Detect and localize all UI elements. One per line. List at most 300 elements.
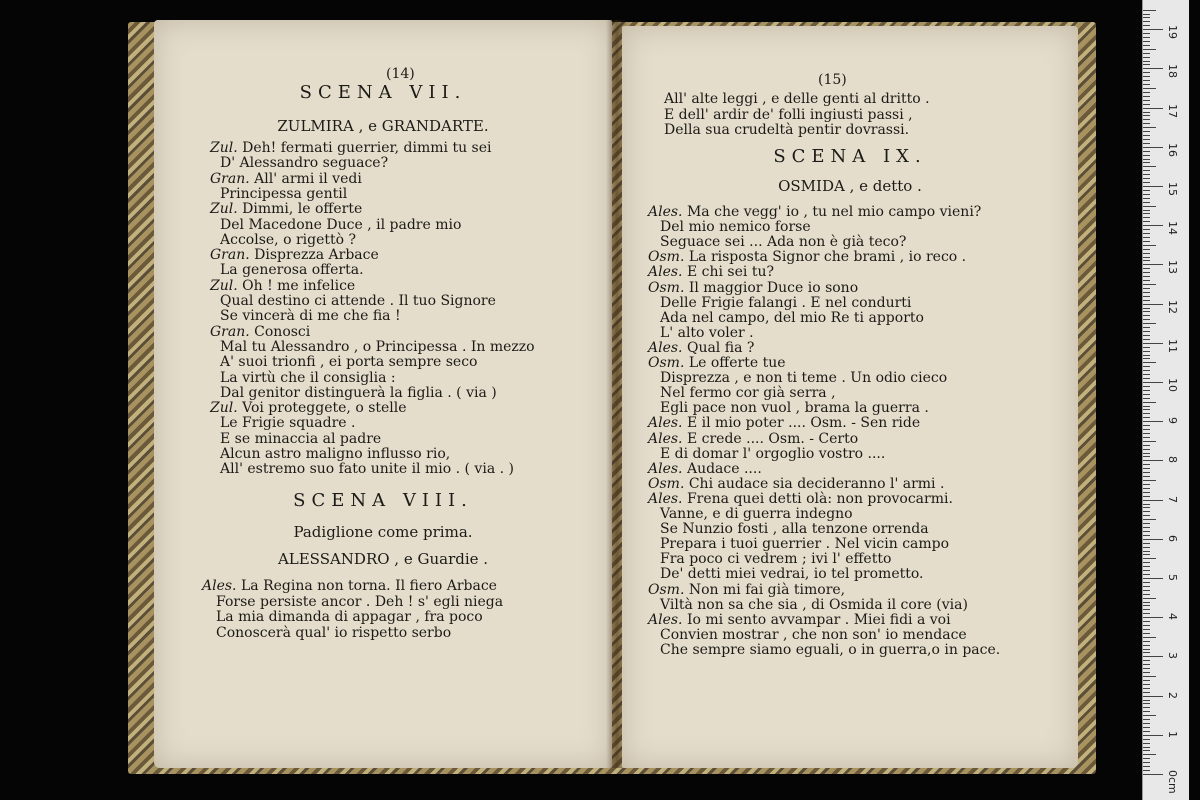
ruler-tick (1143, 433, 1150, 434)
ruler-tick (1143, 41, 1150, 42)
ruler-tick (1143, 398, 1150, 399)
dialogue-line (660, 446, 885, 462)
ruler-tick (1143, 190, 1150, 191)
ruler-number: 0cm (1166, 770, 1179, 794)
ruler-tick (1143, 700, 1150, 701)
ruler-tick (1143, 476, 1150, 477)
speaker-label: Gran. (210, 323, 250, 340)
dialogue-line (220, 308, 401, 324)
speaker-label: Osm. (648, 279, 685, 296)
ruler-tick (1143, 409, 1150, 410)
dialogue-text: Oh ! me infelice (242, 277, 356, 294)
measurement-ruler (1142, 0, 1189, 800)
scene-heading-viii: SCENA VIII. (293, 490, 473, 511)
ruler-tick (1143, 311, 1150, 312)
ruler-tick (1143, 21, 1150, 22)
dialogue-text: E il mio poter .... Osm. - Sen ride (686, 415, 921, 432)
ruler-tick (1143, 754, 1156, 755)
ruler-tick (1143, 358, 1150, 359)
page-number-left: (14) (386, 66, 415, 82)
ruler-tick (1143, 762, 1150, 763)
ruler-tick (1143, 429, 1150, 430)
ruler-tick (1143, 159, 1150, 160)
ruler-tick (1143, 723, 1150, 724)
dialogue-line (648, 355, 786, 371)
ruler-tick (1143, 292, 1150, 293)
ruler-tick (1143, 143, 1150, 144)
dialogue-text: Principessa gentil (220, 185, 348, 202)
dialogue-text: Se vincerà di me che fia ! (220, 308, 401, 325)
dialogue-line (660, 597, 968, 613)
ruler-tick (1143, 715, 1156, 716)
dialogue-text: De' detti miei vedrai, io tel prometto. (660, 566, 924, 583)
ruler-tick (1143, 147, 1163, 148)
ruler-tick (1143, 652, 1150, 653)
dialogue-text: L' alto voler . (660, 324, 754, 341)
ruler-tick (1143, 554, 1150, 555)
ruler-tick (1143, 198, 1150, 199)
ruler-tick (1143, 566, 1150, 567)
dialogue-text: Voi proteggete, o stelle (242, 400, 407, 417)
ruler-tick (1143, 578, 1163, 579)
ruler-tick (1143, 735, 1163, 736)
ruler-tick (1143, 394, 1150, 395)
dialogue-text: Frena quei detti olà: non provocarmi. (686, 490, 953, 507)
ruler-tick (1143, 731, 1150, 732)
ruler-tick (1143, 727, 1150, 728)
ruler-tick (1143, 202, 1150, 203)
dialogue-line (216, 594, 503, 610)
ruler-tick (1143, 633, 1150, 634)
ruler-tick (1143, 139, 1150, 140)
speaker-label: Ales. (648, 460, 683, 477)
dialogue-text: Qual destino ci attende . Il tuo Signore (220, 293, 496, 309)
dialogue-text: Deh! fermati guerrier, dimmi tu sei (242, 140, 492, 156)
ruler-tick (1143, 468, 1150, 469)
ruler-tick (1143, 296, 1150, 297)
dialogue-text: Seguace sei ... Ada non è già teco? (660, 234, 907, 251)
ruler-tick (1143, 668, 1150, 669)
left-page (154, 20, 612, 768)
ruler-tick (1143, 14, 1150, 15)
ruler-number: 5 (1166, 574, 1179, 581)
ruler-tick (1143, 684, 1150, 685)
dialogue-text: Nel fermo cor già serra , (660, 385, 836, 402)
dialogue-text: Viltà non sa che sia , di Osmida il core (via) (660, 596, 968, 613)
ruler-tick (1143, 649, 1150, 650)
dialogue-text: Alcun astro maligno influsso rio, (220, 446, 451, 462)
dialogue-line (660, 219, 811, 235)
ruler-number: 11 (1166, 338, 1179, 353)
ruler-tick (1143, 268, 1150, 269)
ruler-tick (1143, 605, 1150, 606)
ruler-tick (1143, 507, 1150, 508)
ruler-tick (1143, 96, 1150, 97)
dialogue-line (664, 122, 909, 138)
ruler-tick (1143, 33, 1150, 34)
ruler-tick (1143, 327, 1150, 328)
ruler-tick (1143, 711, 1150, 712)
ruler-tick (1143, 641, 1150, 642)
ruler-tick (1143, 72, 1150, 73)
ruler-tick (1143, 245, 1156, 246)
ruler-tick (1143, 558, 1156, 559)
ruler-tick (1143, 758, 1150, 759)
ruler-number: 16 (1166, 142, 1179, 157)
ruler-tick (1143, 750, 1150, 751)
ruler-tick (1143, 613, 1150, 614)
ruler-tick (1143, 119, 1150, 120)
ruler-tick (1143, 551, 1150, 552)
dialogue-line (660, 536, 949, 552)
ruler-tick (1143, 743, 1150, 744)
dialogue-text: Il maggior Duce io sono (688, 279, 859, 296)
dialogue-text: Conosci (254, 323, 311, 340)
dialogue-line (220, 262, 364, 278)
ruler-number: 6 (1166, 534, 1179, 542)
dialogue-text: E crede .... Osm. - Certo (686, 430, 859, 447)
speaker-label: Ales. (648, 204, 683, 220)
dialogue-text: Io mi sento avvampar . Miei fidi a voi (686, 611, 951, 628)
right-page (622, 26, 1078, 768)
dialogue-line (220, 415, 355, 431)
ruler-number: 2 (1166, 691, 1179, 699)
dialogue-line (660, 325, 754, 341)
dialogue-text: Convien mostrar , che non son' io mendace (660, 626, 967, 643)
page-number-right: (15) (818, 72, 847, 88)
ruler-tick (1143, 25, 1150, 26)
ruler-tick (1143, 233, 1150, 234)
ruler-number: 19 (1166, 25, 1179, 40)
ruler-tick (1143, 335, 1150, 336)
dialogue-text: All' alte leggi , e delle genti al dritto . (664, 91, 930, 107)
dialogue-text: Non mi fai già timore, (688, 581, 846, 598)
ruler-tick (1143, 382, 1163, 383)
dialogue-text: Mal tu Alessandro , o Principessa . In mezzo (220, 338, 535, 355)
ruler-tick (1143, 688, 1150, 689)
ruler-tick (1143, 504, 1150, 505)
ruler-tick (1143, 472, 1150, 473)
dialogue-line (220, 155, 388, 171)
dialogue-line (216, 609, 483, 625)
ruler-tick (1143, 590, 1150, 591)
dialogue-line (220, 232, 356, 248)
ruler-tick (1143, 421, 1163, 422)
ruler-tick (1143, 445, 1150, 446)
scene-characters-viii: ALESSANDRO , e Guardie . (277, 550, 489, 568)
dialogue-line (648, 476, 944, 492)
ruler-tick (1143, 378, 1150, 379)
ruler-tick (1143, 519, 1156, 520)
ruler-tick (1143, 162, 1150, 163)
ruler-tick (1143, 531, 1150, 532)
ruler-tick (1143, 194, 1150, 195)
ruler-tick (1143, 543, 1150, 544)
ruler-tick (1143, 594, 1150, 595)
speaker-label: Zul. (210, 400, 238, 417)
ruler-tick (1143, 170, 1150, 171)
speaker-label: Ales. (648, 430, 683, 447)
ruler-tick (1143, 45, 1150, 46)
ruler-tick (1143, 112, 1150, 113)
ruler-tick (1143, 425, 1150, 426)
speaker-label: Osm. (648, 249, 685, 266)
speaker-label: Zul. (210, 140, 238, 156)
ruler-tick (1143, 441, 1156, 442)
ruler-tick (1143, 480, 1156, 481)
ruler-tick (1143, 676, 1156, 677)
ruler-tick (1143, 770, 1150, 771)
ruler-tick (1143, 413, 1150, 414)
ruler-tick (1143, 547, 1150, 548)
ruler-tick (1143, 257, 1150, 258)
ruler-tick (1143, 182, 1150, 183)
dialogue-text: La virtù che il consiglia : (220, 369, 396, 386)
ruler-tick (1143, 366, 1150, 367)
speaker-label: Zul. (210, 277, 238, 294)
ruler-number: 3 (1166, 652, 1179, 660)
ruler-tick (1143, 29, 1163, 30)
ruler-tick (1143, 696, 1163, 697)
dialogue-line (220, 186, 347, 202)
ruler-number: 13 (1166, 260, 1179, 275)
ruler-tick (1143, 80, 1150, 81)
ruler-tick (1143, 406, 1150, 407)
dialogue-line (220, 446, 450, 462)
dialogue-line (660, 566, 924, 582)
ruler-tick (1143, 64, 1150, 65)
ruler-tick (1143, 68, 1163, 69)
dialogue-line (660, 642, 1000, 658)
ruler-tick (1143, 76, 1150, 77)
ruler-tick (1143, 437, 1150, 438)
ruler-tick (1143, 284, 1156, 285)
ruler-tick (1143, 774, 1163, 775)
dialogue-text: Del Macedone Duce , il padre mio (220, 216, 462, 233)
ruler-tick (1143, 523, 1150, 524)
dialogue-line (220, 385, 497, 401)
dialogue-text: All' armi il vedi (254, 170, 362, 187)
dialogue-line (648, 280, 858, 296)
ruler-tick (1143, 100, 1150, 101)
dialogue-line (660, 551, 891, 567)
ruler-tick (1143, 456, 1150, 457)
dialogue-line (648, 612, 951, 628)
dialogue-line (210, 324, 310, 340)
ruler-tick (1143, 186, 1163, 187)
ruler-tick (1143, 213, 1150, 214)
dialogue-text: La mia dimanda di appagar , fra poco (216, 609, 483, 625)
scene-characters-ix: OSMIDA , e detto . (778, 177, 922, 195)
speaker-label: Gran. (210, 247, 250, 264)
dialogue-text: Del mio nemico forse (660, 219, 811, 236)
dialogue-line (664, 91, 930, 107)
ruler-tick (1143, 660, 1150, 661)
ruler-tick (1143, 500, 1163, 501)
speaker-label: Ales. (202, 578, 237, 594)
dialogue-text: Prepara i tuoi guerrier . Nel vicin campo (660, 536, 950, 553)
ruler-tick (1143, 582, 1150, 583)
ruler-tick (1143, 343, 1163, 344)
dialogue-line (648, 340, 754, 356)
dialogue-line (648, 431, 858, 447)
ruler-tick (1143, 178, 1150, 179)
ruler-tick (1143, 598, 1156, 599)
ruler-tick (1143, 562, 1150, 563)
ruler-number: 15 (1166, 182, 1179, 196)
ruler-tick (1143, 339, 1150, 340)
ruler-tick (1143, 131, 1150, 132)
dialogue-line (660, 627, 967, 643)
dialogue-text: Che sempre siamo eguali, o in guerra,o in pace. (660, 641, 1001, 658)
speaker-label: Ales. (648, 264, 683, 281)
ruler-tick (1143, 637, 1156, 638)
dialogue-text: Le Frigie squadre . (220, 415, 356, 432)
speaker-label: Ales. (648, 339, 683, 356)
ruler-tick (1143, 362, 1156, 363)
dialogue-text: Disprezza Arbace (254, 247, 379, 264)
dialogue-line (660, 310, 924, 326)
dialogue-text: Conoscerà qual' io rispetto serbo (216, 624, 452, 641)
ruler-tick (1143, 609, 1150, 610)
dialogue-line (648, 415, 920, 431)
ruler-tick (1143, 210, 1150, 211)
ruler-tick (1143, 707, 1150, 708)
dialogue-text: La risposta Signor che brami , io reco . (688, 249, 967, 266)
ruler-tick (1143, 276, 1150, 277)
ruler-tick (1143, 315, 1150, 316)
dialogue-line (210, 171, 362, 187)
ruler-tick (1143, 174, 1150, 175)
ruler-tick (1143, 249, 1150, 250)
dialogue-line (648, 204, 981, 220)
dialogue-text: E se minaccia al padre (220, 430, 382, 447)
ruler-tick (1143, 351, 1150, 352)
ruler-number: 9 (1166, 417, 1179, 425)
dialogue-text: Dal genitor distinguerà la figlia . ( via ) (220, 384, 497, 401)
dialogue-text: D' Alessandro seguace? (220, 155, 389, 172)
dialogue-text: Disprezza , e non ti teme . Un odio cieco (660, 370, 948, 387)
speaker-label: Ales. (648, 611, 683, 628)
ruler-tick (1143, 17, 1150, 18)
ruler-tick (1143, 260, 1150, 261)
ruler-tick (1143, 319, 1150, 320)
dialogue-text: Se Nunzio fosti , alla tenzone orrenda (660, 521, 929, 538)
dialogue-line (210, 400, 407, 416)
ruler-tick (1143, 570, 1150, 571)
ruler-tick (1143, 692, 1150, 693)
speaker-label: Osm. (648, 581, 685, 598)
ruler-tick (1143, 460, 1163, 461)
ruler-tick (1143, 355, 1150, 356)
ruler-tick (1143, 88, 1156, 89)
dialogue-text: Accolse, o rigettò ? (220, 231, 357, 248)
ruler-tick (1143, 374, 1150, 375)
ruler-tick (1143, 402, 1156, 403)
ruler-tick (1143, 656, 1163, 657)
dialogue-text: Delle Frigie falangi . E nel condurti (660, 294, 912, 311)
speaker-label: Gran. (210, 170, 250, 187)
dialogue-line (660, 234, 906, 250)
ruler-tick (1143, 155, 1150, 156)
dialogue-line (660, 521, 929, 537)
ruler-number: 14 (1166, 221, 1179, 236)
ruler-tick (1143, 488, 1150, 489)
ruler-tick (1143, 386, 1150, 387)
ruler-tick (1143, 280, 1150, 281)
dialogue-line (220, 339, 535, 355)
dialogue-text: E dell' ardir de' folli ingiusti passi , (664, 106, 913, 123)
ruler-tick (1143, 206, 1156, 207)
dialogue-text: Ada nel campo, del mio Re ti apporto (660, 309, 924, 326)
dialogue-line (648, 582, 845, 598)
ruler-tick (1143, 225, 1163, 226)
ruler-tick (1143, 453, 1150, 454)
dialogue-line (220, 370, 396, 386)
dialogue-line (210, 247, 379, 263)
ruler-tick (1143, 229, 1150, 230)
ruler-tick (1143, 602, 1150, 603)
ruler-tick (1143, 151, 1150, 152)
ruler-tick (1143, 288, 1150, 289)
dialogue-line (648, 249, 966, 265)
dialogue-text: All' estremo suo fato unite il mio . ( via . ) (220, 461, 514, 478)
ruler-tick (1143, 37, 1150, 38)
ruler-tick (1143, 115, 1150, 116)
ruler-tick (1143, 766, 1150, 767)
scene-setting-viii: Padiglione come prima. (293, 523, 473, 541)
ruler-tick (1143, 253, 1150, 254)
dialogue-text: Qual fia ? (686, 339, 755, 356)
ruler-number: 12 (1166, 299, 1179, 314)
ruler-tick (1143, 92, 1150, 93)
ruler-tick (1143, 370, 1150, 371)
ruler-tick (1143, 272, 1150, 273)
ruler-tick (1143, 539, 1163, 540)
ruler-number: 8 (1166, 456, 1179, 464)
ruler-tick (1143, 61, 1150, 62)
dialogue-line (216, 625, 451, 641)
dialogue-line (210, 140, 492, 156)
ruler-tick (1143, 484, 1150, 485)
speaker-label: Zul. (210, 201, 238, 218)
ruler-tick (1143, 49, 1156, 50)
ruler-tick (1143, 617, 1163, 618)
dialogue-text: La Regina non torna. Il fiero Arbace (240, 578, 497, 594)
dialogue-line (220, 354, 478, 370)
dialogue-line (660, 506, 853, 522)
dialogue-text: A' suoi trionfi , ei porta sempre seco (220, 354, 478, 371)
scene-heading-ix: SCENA IX. (773, 146, 927, 167)
speaker-label: Ales. (648, 415, 683, 432)
dialogue-text: Fra poco ci vedrem ; ivi l' effetto (660, 551, 892, 568)
dialogue-line (660, 370, 947, 386)
ruler-tick (1143, 511, 1150, 512)
ruler-tick (1143, 300, 1150, 301)
dialogue-text: Vanne, e di guerra indegno (660, 506, 853, 522)
ruler-number: 18 (1166, 64, 1179, 79)
ruler-tick (1143, 747, 1150, 748)
ruler-tick (1143, 237, 1150, 238)
dialogue-line (220, 431, 381, 447)
dialogue-line (660, 385, 836, 401)
ruler-tick (1143, 574, 1150, 575)
ruler-tick (1143, 629, 1150, 630)
ruler-tick (1143, 586, 1150, 587)
speaker-label: Osm. (648, 355, 685, 371)
ruler-tick (1143, 308, 1150, 309)
ruler-tick (1143, 739, 1150, 740)
